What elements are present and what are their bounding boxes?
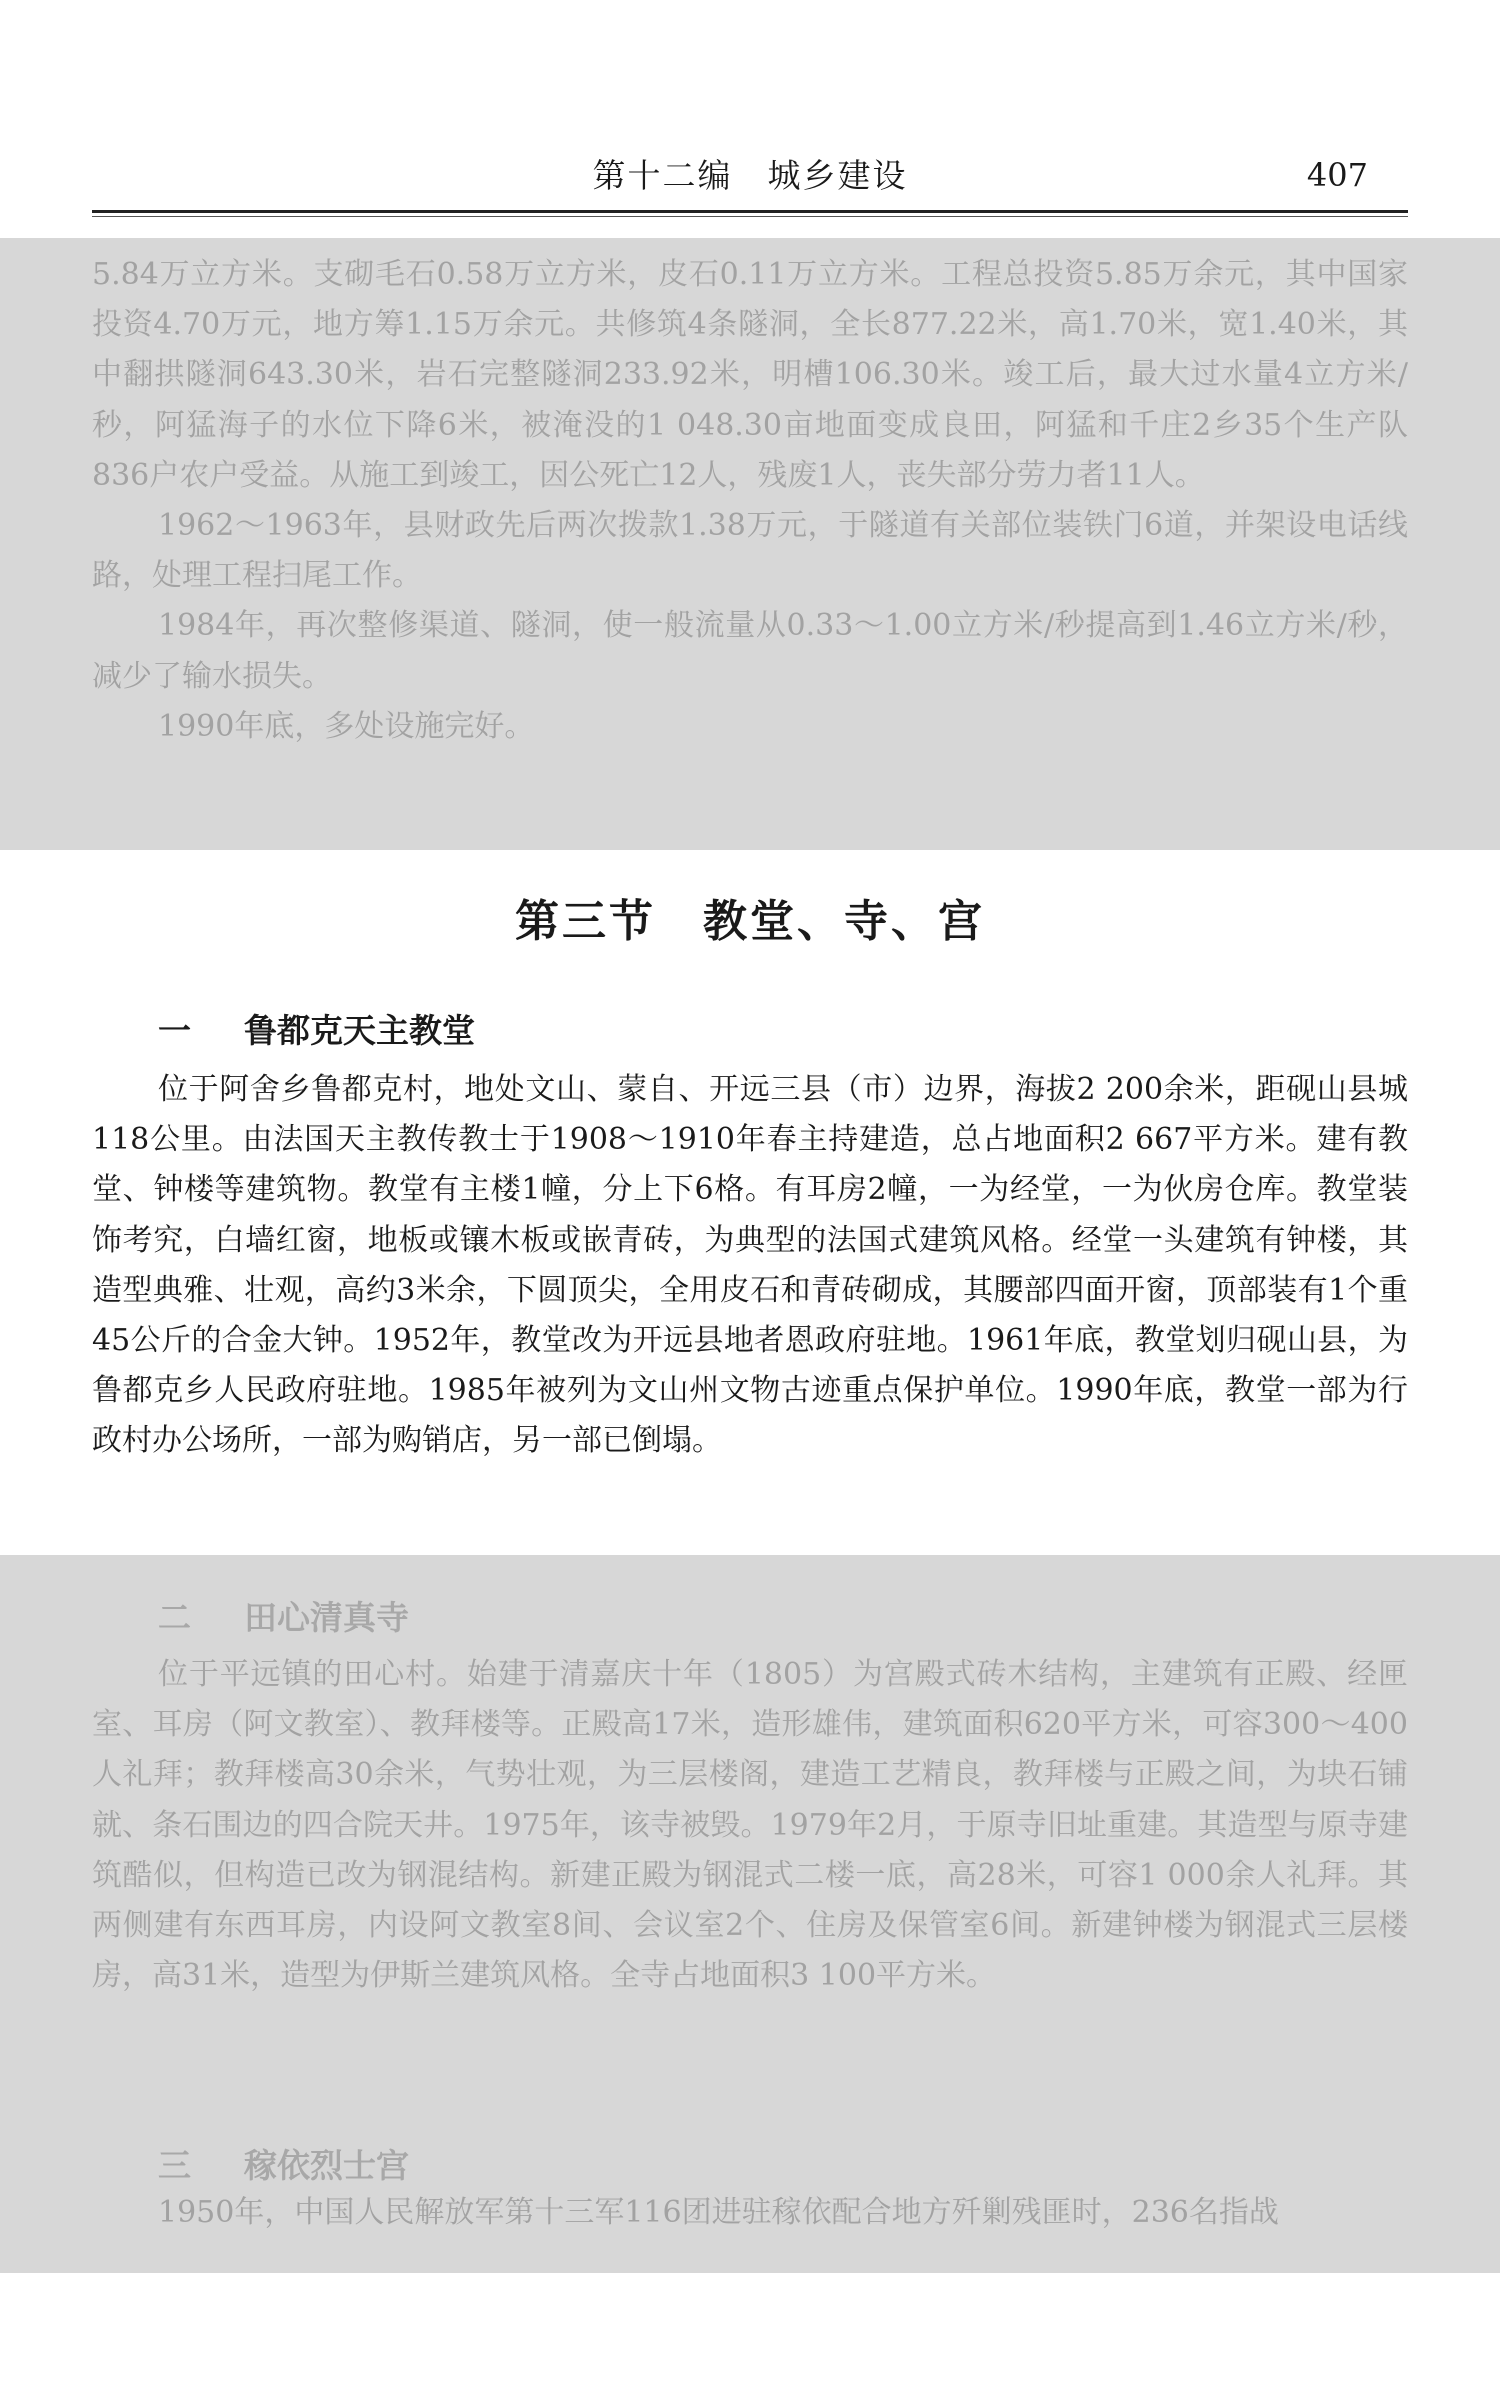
page-header bbox=[92, 150, 1408, 210]
paragraph: 1962～1963年，县财政先后两次拨款1.38万元，于隧道有关部位装铁门6道，并架设电话线路，处理工程扫尾工作。 bbox=[92, 508, 1408, 594]
subsection-body bbox=[92, 1650, 1408, 2001]
header-rule bbox=[92, 210, 1408, 213]
paragraph: 5.84万立方米。支砌毛石0.58万立方米，皮石0.11万立方米。工程总投资5.85万余元，其中国家投资4.70万元，地方筹1.15万余元。共修筑4条隧洞，全长877.22米，高1.70米，宽1.40米，其中翻拱隧洞643.30米，岩石完整隧洞233.92米，明槽106.30米。竣工后，最大过水量4立方米/秒，阿猛海子的水位下降6米，被淹没的1 048.30亩地面变成良田，阿猛和千庄2乡35个生产队836户农户受益。从施工到竣工，因公死亡12人，残废1人，丧失部分劳力者11人。 bbox=[92, 257, 1408, 493]
running-title: 第十二编 城乡建设 bbox=[592, 156, 908, 195]
paragraph: 1990年底，多处设施完好。 bbox=[158, 708, 535, 744]
subsection-number: 三 bbox=[158, 2146, 191, 2185]
subsection-title: 鲁都克天主教堂 bbox=[244, 1011, 475, 1050]
continuation-text bbox=[92, 250, 1408, 752]
subsection-body bbox=[92, 2188, 1408, 2238]
paragraph: 1950年，中国人民解放军第十三军116团进驻稼依配合地方歼剿残匪时，236名指战 bbox=[158, 2195, 1279, 2230]
paragraph: 位于平远镇的田心村。始建于清嘉庆十年（1805）为宫殿式砖木结构，主建筑有正殿、经匣室、耳房（阿文教室）、教拜楼等。正殿高17米，造形雄伟，建筑面积620平方米，可容300～400人礼拜；教拜楼高30余米，气势壮观，为三层楼阁，建造工艺精良，教拜楼与正殿之间，为块石铺就、条石围边的四合院天井。1975年，该寺被毁。1979年2月，于原寺旧址重建。其造型与原寺建筑酷似，但构造已改为钢混结构。新建正殿为钢混式二楼一底，高28米，可容1 000余人礼拜。其两侧建有东西耳房，内设阿文教室8间、会议室2个、住房及保管室6间。新建钟楼为钢混式三层楼房，高31米，造型为伊斯兰建筑风格。全寺占地面积3 100平方米。 bbox=[92, 1657, 1408, 1994]
subsection-heading bbox=[158, 1005, 475, 1052]
subsection-title: 田心清真寺 bbox=[244, 1598, 409, 1637]
subsection-heading bbox=[158, 1592, 409, 1639]
subsection-body bbox=[92, 1065, 1408, 1467]
subsection-title: 稼依烈士宫 bbox=[244, 2146, 409, 2185]
header-rule-thin bbox=[92, 216, 1408, 217]
section-title: 第三节 教堂、寺、宫 bbox=[515, 896, 985, 947]
paragraph: 位于阿舍乡鲁都克村，地处文山、蒙自、开远三县（市）边界，海拔2 200余米，距砚山县城118公里。由法国天主教传教士于1908～1910年春主持建造，总占地面积2 667平方米。建有教堂、钟楼等建筑物。教堂有主楼1幢，分上下6格。有耳房2幢，一为经堂，一为伙房仓库。教堂装饰考究，白墙红窗，地板或镶木板或嵌青砖，为典型的法国式建筑风格。经堂一头建筑有钟楼，其造型典雅、壮观，高约3米余，下圆顶尖，全用皮石和青砖砌成，其腰部四面开窗，顶部装有1个重45公斤的合金大钟。1952年，教堂改为开远县地者恩政府驻地。1961年底，教堂划归砚山县，为鲁都克乡人民政府驻地。1985年被列为文山州文物古迹重点保护单位。1990年底，教堂一部为行政村办公场所，一部为购销店，另一部已倒塌。 bbox=[92, 1072, 1408, 1459]
subsection-number: 一 bbox=[158, 1011, 191, 1050]
subsection-number: 二 bbox=[158, 1598, 191, 1637]
paragraph: 1984年，再次整修渠道、隧洞，使一般流量从0.33～1.00立方米/秒提高到1.46立方米/秒，减少了输水损失。 bbox=[92, 608, 1408, 694]
subsection-heading bbox=[158, 2140, 409, 2187]
page-number: 407 bbox=[1306, 156, 1368, 194]
